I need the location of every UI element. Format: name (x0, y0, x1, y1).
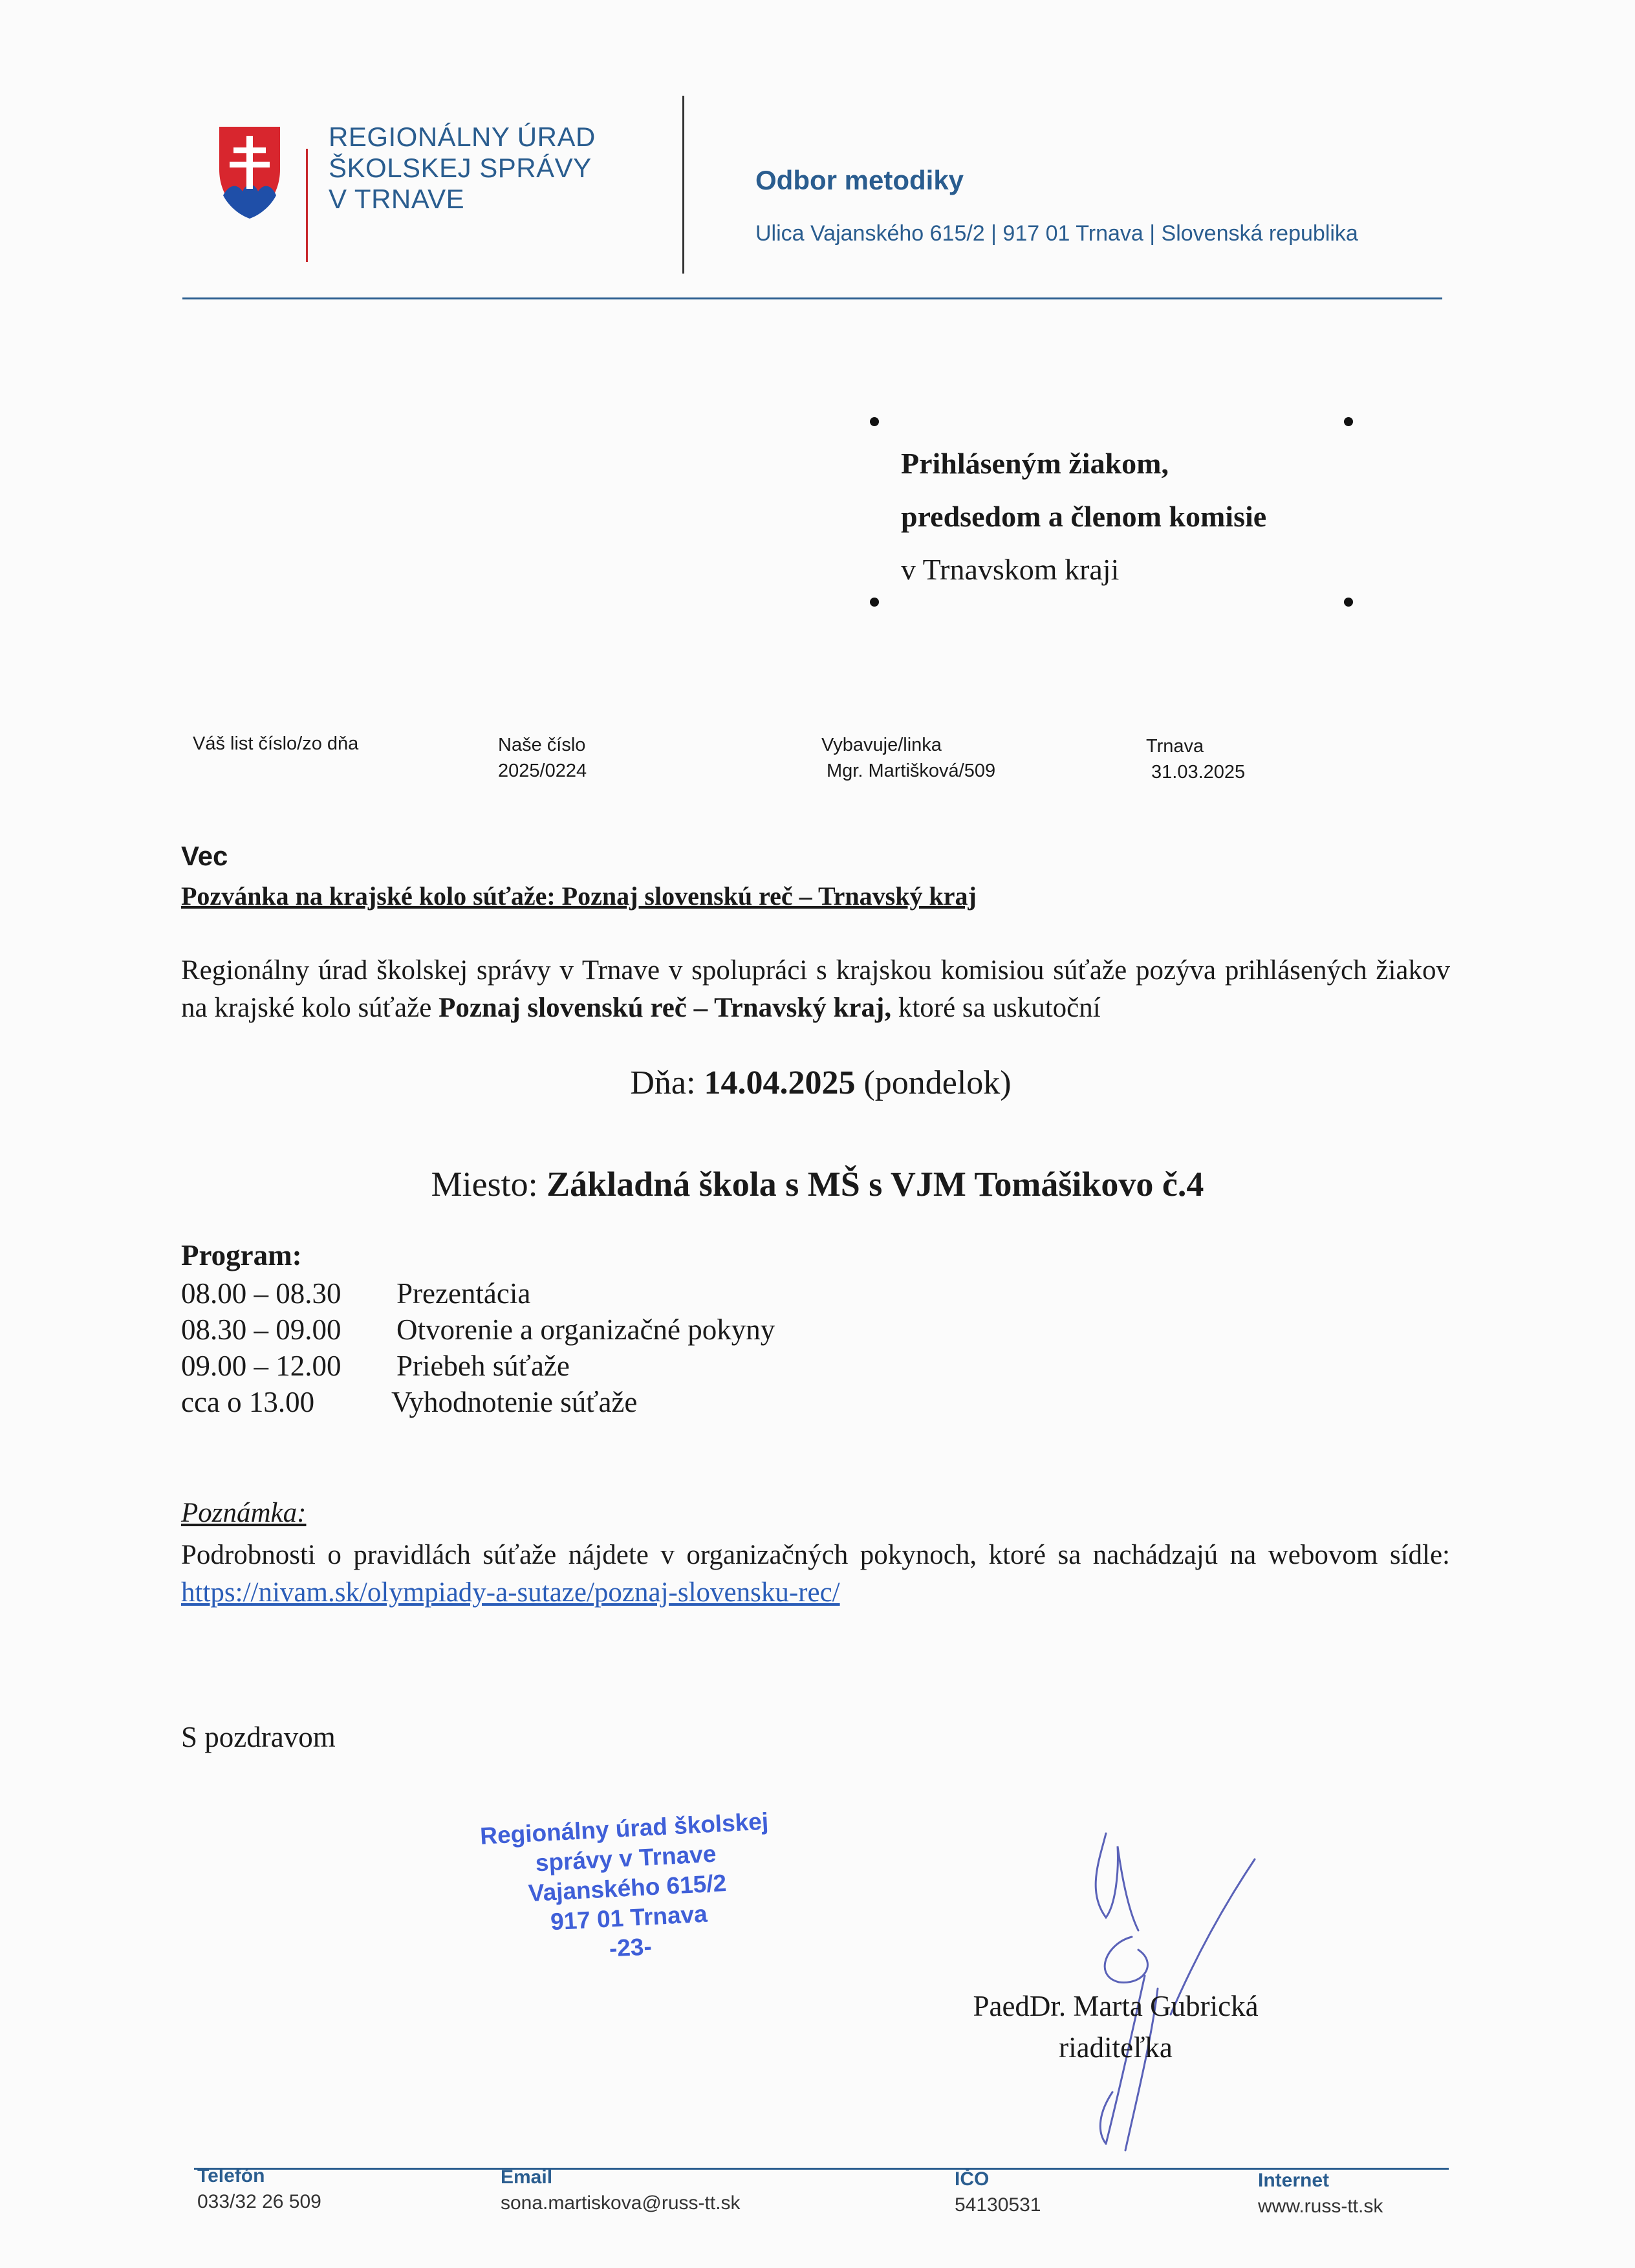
event-place-value: Základná škola s MŠ s VJM Tomášikovo č.4 (547, 1165, 1204, 1204)
stamp-line: 917 01 Trnava (550, 1900, 708, 1936)
footer-phone-value: 033/32 26 509 (197, 2191, 321, 2212)
handled-by-label: Vybavuje/linka (821, 735, 942, 755)
header-rule (182, 297, 1442, 299)
department-address: Ulica Vajanského 615/2 | 917 01 Trnava | Slovenská republika (755, 221, 1358, 246)
our-number: 2025/0224 (498, 761, 587, 781)
corner-mark (870, 417, 879, 426)
addressee-line3: v Trnavskom kraji (901, 553, 1120, 586)
note-paragraph (181, 1537, 1450, 1612)
program-activity: Vyhodnotenie súťaže (391, 1386, 638, 1418)
org-name (329, 122, 596, 215)
event-date-day: (pondelok) (855, 1064, 1012, 1101)
signer-name: PaedDr. Marta Gubrická (973, 1990, 1259, 2022)
stamp-line: správy v Trnave (534, 1840, 717, 1877)
place-date-block (1146, 733, 1245, 785)
corner-mark (1344, 417, 1353, 426)
subject-text: Pozvánka na krajské kolo súťaže: Poznaj slovenskú reč – Trnavský kraj (181, 881, 977, 911)
office-stamp (442, 1805, 812, 1972)
footer-ico-value: 54130531 (955, 2194, 1041, 2216)
competition-rules-link[interactable]: https://nivam.sk/olympiady-a-sutaze/poznaj-slovensku-rec/ (181, 1577, 840, 1608)
footer-internet (1258, 2168, 1383, 2219)
handled-by: Mgr. Martišková/509 (827, 761, 996, 781)
addressee-block (901, 437, 1266, 596)
corner-mark (1344, 598, 1353, 607)
footer-phone-label: Telefón (197, 2165, 265, 2187)
your-letter-label: Váš list číslo/zo dňa (193, 733, 359, 754)
stamp-line: Vajanského 615/2 (527, 1870, 728, 1906)
letter-date: 31.03.2025 (1151, 762, 1246, 783)
program-activity: Priebeh súťaže (396, 1350, 570, 1382)
our-number-label: Naše číslo (498, 735, 586, 755)
department-name: Odbor metodiky (755, 165, 964, 195)
header-divider (682, 96, 684, 274)
event-place-label: Miesto: (431, 1165, 547, 1204)
stamp-line: -23- (608, 1933, 653, 1962)
footer-email-value[interactable]: sona.martiskova@russ-tt.sk (501, 2192, 741, 2214)
signer-block (954, 1985, 1277, 2068)
letter-place: Trnava (1146, 736, 1204, 757)
event-date (0, 1064, 1635, 1102)
handled-by-block (821, 732, 995, 784)
footer-ico-label: IČO (955, 2168, 990, 2190)
closing-greeting: S pozdravom (181, 1721, 336, 1753)
program-time: 09.00 – 12.00 (181, 1350, 341, 1382)
org-name-line3: V TRNAVE (329, 184, 465, 214)
program-time: 08.00 – 08.30 (181, 1277, 341, 1310)
intro-text-end: ktoré sa uskutoční (891, 993, 1101, 1023)
event-date-value: 14.04.2025 (704, 1064, 856, 1101)
logo-divider (306, 149, 308, 262)
intro-text: Regionálny úrad školskej správy v Trnave v spolupráci s krajskou komisiou súťaže pozýva prihlásených žiakov na krajské kolo súťaže (181, 955, 1450, 1023)
subject-label: Vec (181, 841, 228, 871)
our-number-block (498, 732, 587, 784)
program-time: cca o 13.00 (181, 1386, 315, 1418)
note-text: Podrobnosti o pravidlách súťaže nájdete v organizačných pokynoch, ktoré sa nachádzajú na webovom sídle: (181, 1540, 1450, 1570)
footer-internet-value[interactable]: www.russ-tt.sk (1258, 2196, 1383, 2217)
addressee-line1: Prihláseným žiakom, (901, 447, 1169, 480)
event-date-label: Dňa: (630, 1064, 704, 1101)
footer-email-label: Email (501, 2166, 553, 2188)
coat-of-arms-logo (217, 124, 283, 221)
event-place (0, 1164, 1635, 1204)
intro-competition-name: Poznaj slovenskú reč – Trnavský kraj, (439, 993, 892, 1023)
footer-ico (955, 2166, 1041, 2218)
footer-phone (197, 2163, 321, 2215)
stamp-line: Regionálny úrad školskej (479, 1808, 770, 1850)
corner-mark (870, 598, 879, 607)
program-activity: Prezentácia (396, 1277, 531, 1310)
footer-internet-label: Internet (1258, 2170, 1330, 2191)
program-label: Program: (181, 1239, 302, 1271)
program-time: 08.30 – 09.00 (181, 1313, 341, 1346)
note-label: Poznámka: (181, 1498, 307, 1528)
org-name-line1: REGIONÁLNY ÚRAD (329, 122, 596, 152)
addressee-line2: predsedom a členom komisie (901, 500, 1267, 533)
footer-email (501, 2165, 741, 2216)
intro-paragraph (181, 952, 1450, 1027)
org-name-line2: ŠKOLSKEJ SPRÁVY (329, 153, 592, 183)
signer-role: riaditeľka (1059, 2031, 1173, 2064)
program-activity: Otvorenie a organizačné pokyny (396, 1313, 775, 1346)
